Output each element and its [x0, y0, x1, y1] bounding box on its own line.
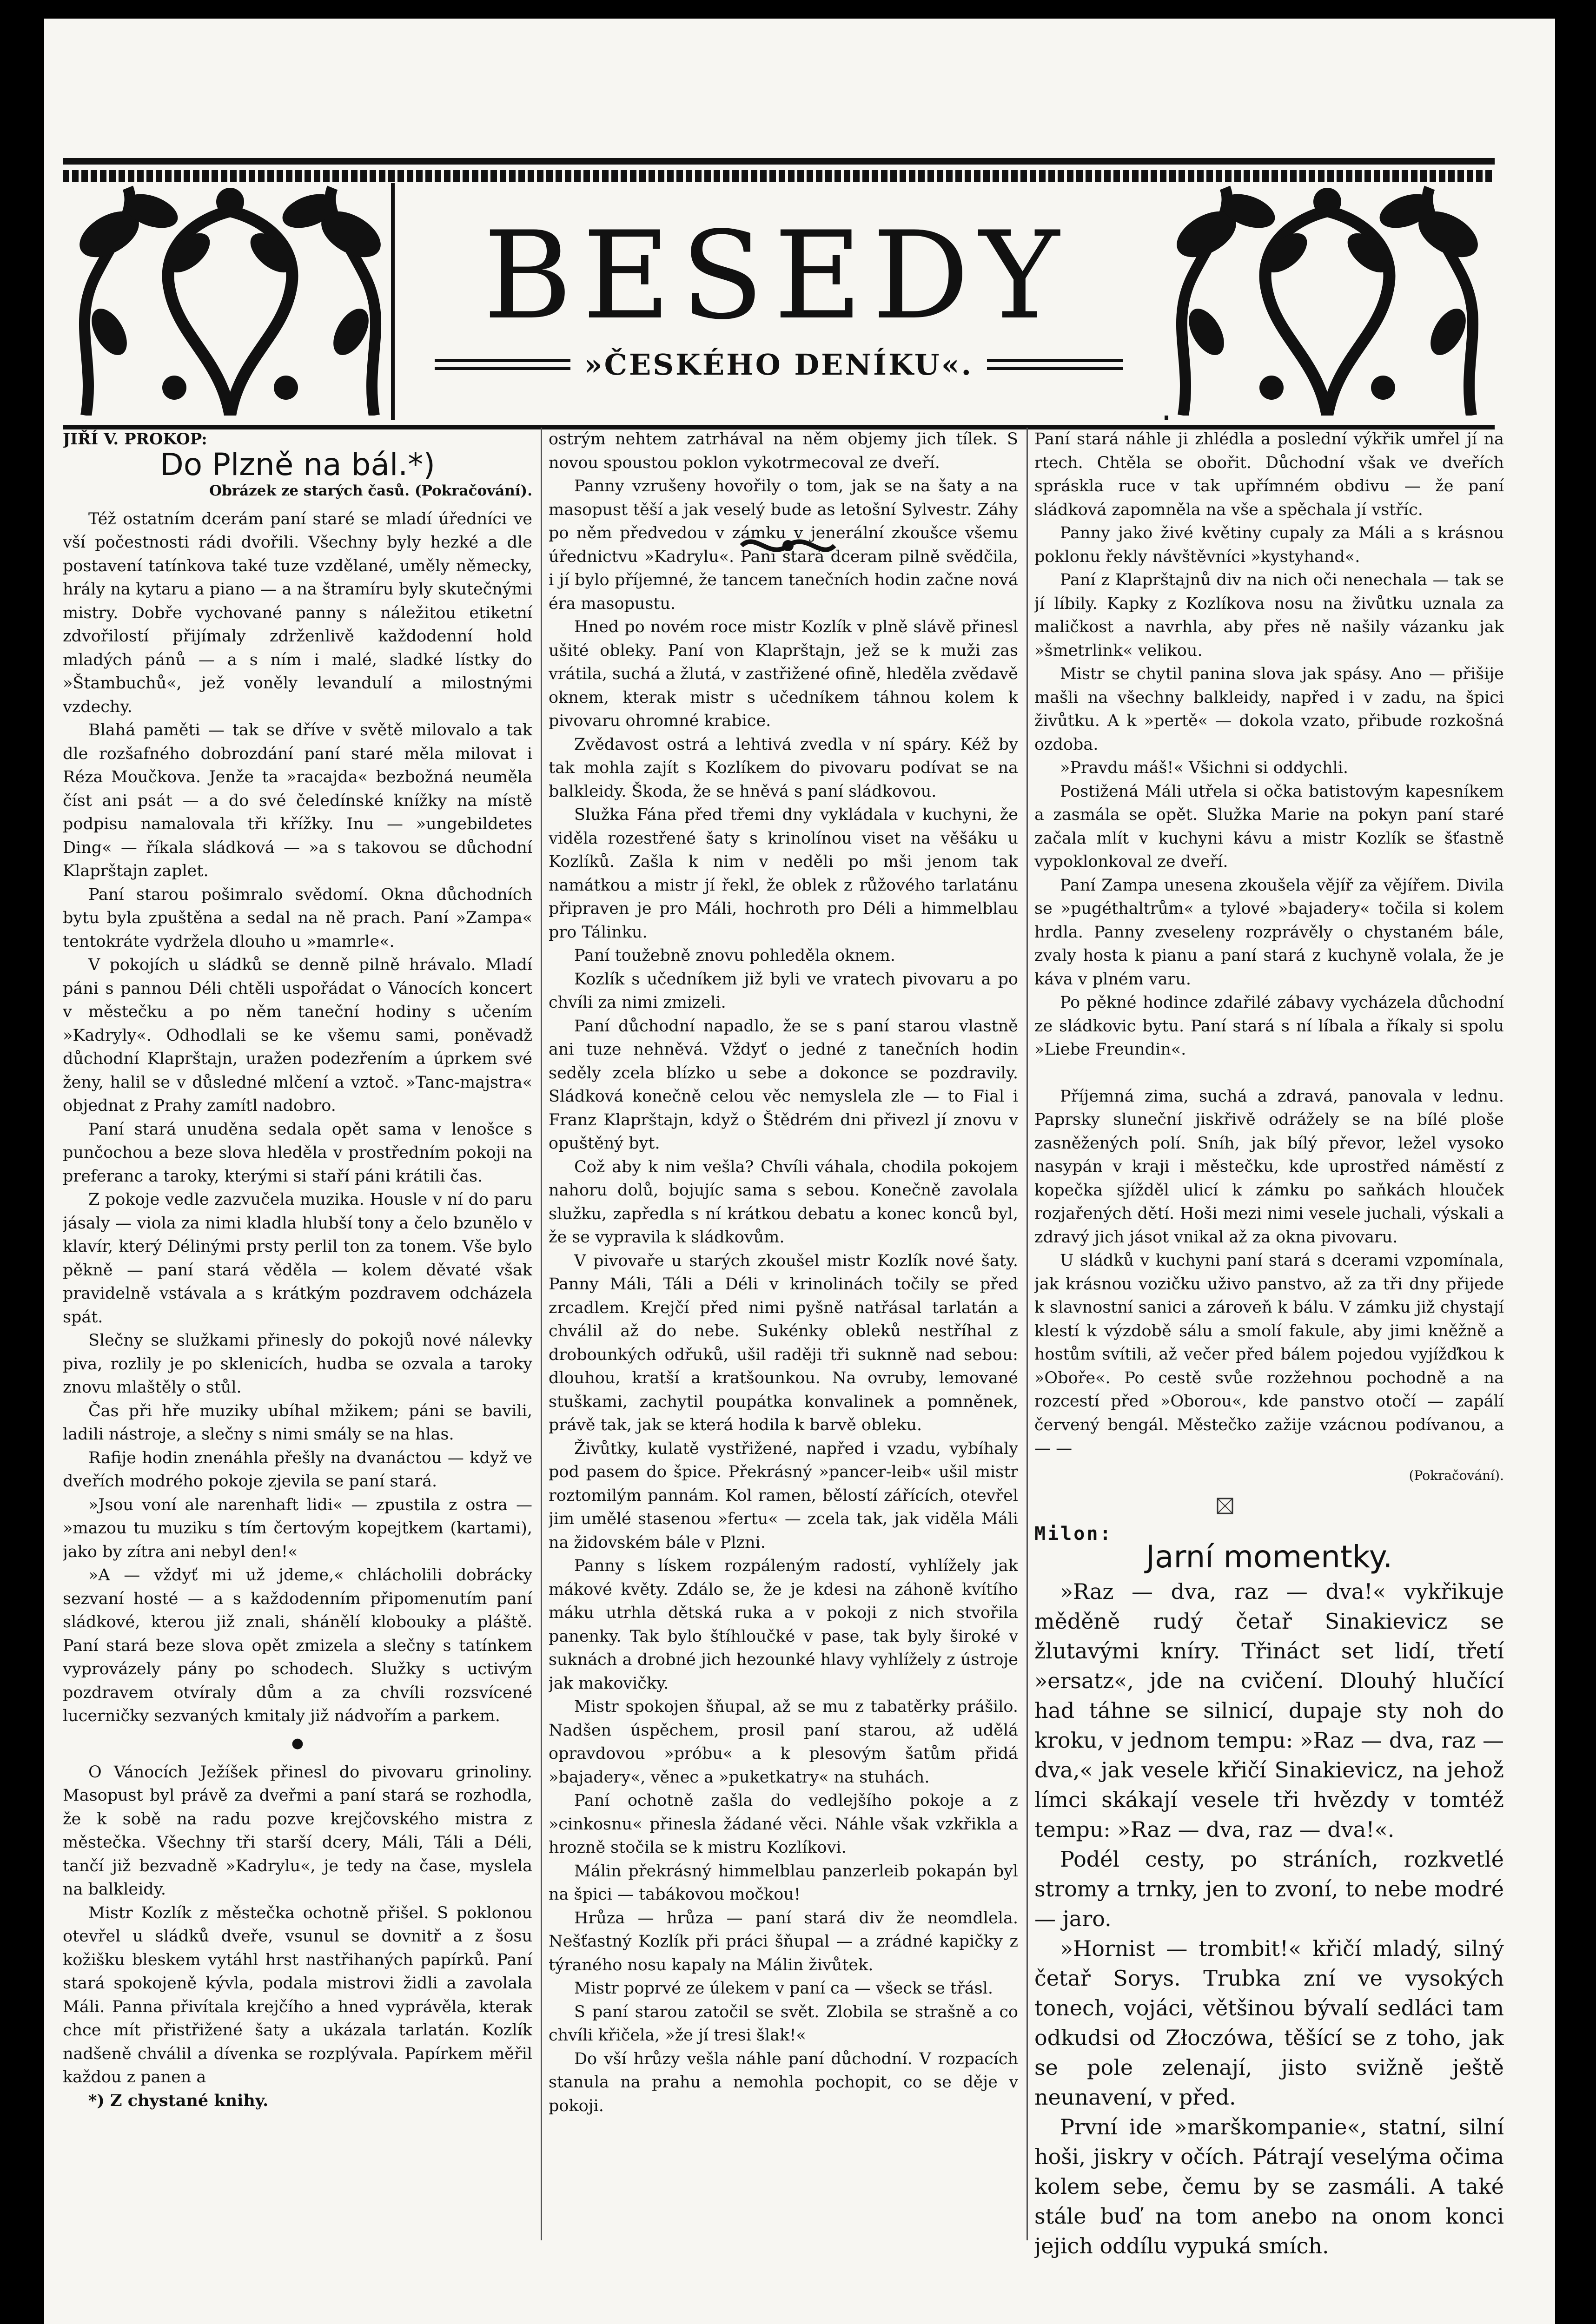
- story-author: Milon:: [1034, 1523, 1113, 1545]
- paragraph: »Jsou voní ale narenhaft lidi« — zpustila z ostra — »mazou tu muziku s tím čertovým kopejtkem (kartami), jako by zítra ani nebyl den!«: [63, 1495, 532, 1561]
- paragraph: Paní důchodní napadlo, že se s paní starou vlastně ani tuze nehněvá. Vždyť o jedné z tanečních hodin seděly zcela blízko u sebe a dokonce se pozdravily. Sládková konečně celou věc nemyslela zle — to Fial i Franz Klaprštajn, když o Štědrém dni přivezl jí znovu v opuštěný byt.: [549, 1017, 1018, 1153]
- newspaper-page: [44, 19, 1555, 2324]
- paragraph: Hned po novém roce mistr Kozlík v plně slávě přinesl ušité obleky. Paní von Klaprštajn, jež se k muži zas vrátila, suchá a žlutá, v zastřižené ofině, hleděla zvědavě oknem, kterak mistr s učedníkem táhnou kolem k pivovaru ohromné krabice.: [549, 618, 1018, 730]
- paragraph: Paní starou pošimralo svědomí. Okna důchodních bytu byla zpuštěna a sedal na ně prach. Paní »Zampa« tentokráte vydržela dlouho u »mamrle«.: [63, 885, 532, 951]
- paragraph: Panny vzrušeny hovořily o tom, jak se na šaty a na masopust těší a jak veselý bude as letošní Sylvestr. Záhy po něm předvedou v zámku v jenerální zkoušce všemu úřednictvu »Kadrylu«. Paní stará dceram pilně svědčila, i jí bylo příjemné, že tancem tanečních hodin začne nová éra masopustu.: [549, 477, 1018, 613]
- paragraph: »Hornist — trombit!« křičí mladý, silný četař Sorys. Trubka zní ve vysokých tonech, vojáci, většinou bývalí sedláci tam odkudsi od Złoczówa, těšící se z toho, jak se pole zelenají, jisto svižně ještě neunavení, v před.: [1034, 1935, 1504, 2110]
- paragraph: Mistr Kozlík z městečka ochotně přišel. S poklonou otevřel u sládků dveře, vsunul se dovnitř a z šosu kožišku bleskem vytáhl hrst nastřihaných papírků. Paní stará spokojeně kývla, podala mistrovi židli a zavolala Máli. Panna přivítala krejčího a hned vyprávěla, kterak chce mít přistřižené šaty a ukázala tarlatán. Kozlík nadšeně chválil a dívenka se rozplývala. Papírkem měřil každou z panen a: [63, 1903, 532, 2086]
- paragraph: Z pokoje vedle zazvučela muzika. Housle v ní do paru jásaly — viola za nimi kladla hlubší tony a čelo bzunělo v klavír, který Délinými prsty perlil ton za tonem. Vše bylo pěkně — paní stará věděla — kolem děvaté však pravidelně vstávala a s krátkým pozdravem odcházela spát.: [63, 1190, 532, 1327]
- paragraph: »Raz — dva, raz — dva!« vykřikuje měděně rudý četař Sinakievicz se žlutavými kníry. Třináct set lidí, třetí »ersatz«, jde na cvičení. Dlouhý hlučící had táhne se silnicí, dupaje sty noh do kroku, v jednom tempu: »Raz — dva, raz — dva,« jak vesele křičí Sinakievicz, na jehož límci skákají vesele tři hvězdy v tomtéž tempu: »Raz — dva, raz — dva!«.: [1034, 1578, 1504, 1842]
- paragraph: Paní z Klaprštajnů div na nich oči nenechala — tak se jí líbily. Kapky z Kozlíkova nosu na živůtku uznala za maličkost a navrhla, aby přes ně našily vázanku jak »šmetrlink« velikou.: [1034, 571, 1504, 660]
- column-1: [63, 428, 532, 2315]
- paragraph: V pokojích u sládků se denně pilně hrávalo. Mladí páni s pannou Déli chtěli uspořádat o Vánocích koncert v městečku a po něm taneční hodiny s učením »Kadryly«. Odhodlali se ke všemu sami, poněvadž důchodní Klaprštajn, uražen podezřením a úprkem své ženy, halil se v důsledné mlčení a vztoč. »Tanc-majstra« objednat z Prahy zamítl nadobro.: [63, 956, 532, 1115]
- paragraph: Kozlík s učedníkem již byli ve vratech pivovaru a po chvíli za nimi zmizeli.: [549, 970, 1018, 1012]
- paragraph: Paní stará náhle ji zhlédla a poslední výkřik umřel jí na rtech. Chtěla se obořit. Důchodní však ve dveřích spráskla ruce v tak upřímném obdivu — že paní sládková zapomněla na vše a spěchala jí vstříc.: [1034, 430, 1504, 519]
- column-3: [1034, 428, 1504, 2315]
- footnote: *) Z chystané knihy.: [88, 2091, 269, 2110]
- paragraph: Rafije hodin znenáhla přešly na dvanáctou — když ve dveřích modrého pokoje zjevila se paní stará.: [63, 1448, 532, 1491]
- story-body: [1034, 1577, 1504, 2261]
- continued-note: (Pokračování).: [1409, 1467, 1504, 1483]
- paragraph: Mistr se chytil panina slova jak spásy. Ano — přišije mašli na všechny balkleidy, napřed i v zadu, na špici živůtku. A k »pertě« — dokola vzato, přibude rozkošná ozdoba.: [1034, 665, 1504, 754]
- paragraph: Paní ochotně zašla do vedlejšího pokoje a z »cinkosnu« přinesla žádané věci. Náhle však vzkřikla a hrozně stočila se k mistru Kozlíkovi.: [549, 1791, 1018, 1857]
- column-rule: [541, 428, 542, 2240]
- paragraph: Panny jako živé květiny cupaly za Máli a s krásnou poklonu řekly návštěvníci »kystyhand«.: [1034, 524, 1504, 566]
- paragraph: První ide »marškompanie«, statní, silní hoši, jiskry v očích. Pátrají veselýma očima kolem sebe, čemu by se zasmáli. A také stále buď na tom anebo na onom konci jejich oddílu vypuká smích.: [1034, 2114, 1504, 2258]
- paragraph: »A — vždyť mi už jdeme,« chlácholili dobrácky sezvaní hosté — a s každodenním připomenutím paní sládkové, kterou již znali, shánělí klobouky a pláště. Paní stará beze slova opět zmizela a slečny s tatínkem vyprovázely pány po schodech. Služky s uctivým pozdravem otvíraly dům a za chvíli rozsvícené lucerničky sezvaných kmitaly již nádvořím a parkem.: [63, 1566, 532, 1725]
- paragraph: Málin překrásný himmelblau panzerleib pokapán byl na špici — tabákovou močkou!: [549, 1862, 1018, 1904]
- paragraph: Paní toužebně znovu pohleděla oknem.: [574, 946, 895, 965]
- paragraph: O Vánocích Ježíšek přinesl do pivovaru grinoliny. Masopust byl právě za dveřmi a paní stará se rozhodla, že k sobě na radu pozve krejčovského mistra z městečka. Všechny tři starší dcery, Máli, Táli a Déli, tančí již bezvadně »Kadrylu«, je tedy na čase, myslela na balkleidy.: [63, 1763, 532, 1899]
- paragraph: Zvědavost ostrá a lehtivá zvedla v ní spáry. Kéž by tak mohla zajít s Kozlíkem do pivovaru podívat se na balkleidy. Škoda, že se hněvá s paní sládkovou.: [549, 735, 1018, 801]
- paragraph: Panny s lískem rozpáleným radostí, vyhlížely jak mákové květy. Zdálo se, že je kdesi na záhoně kvítího máku utrhla dětská ruka a v pokoji z nich stvořila panenky. Tak bylo štíhloučké v pase, tak byly široké v suknách a drobné jich hezounké hlavy vyhlížely z ústroje jak makovičky.: [549, 1557, 1018, 1693]
- paragraph: Slečny se služkami přinesly do pokojů nové nálevky piva, rozlily je po sklenicích, hudba se ozvala a taroky znovu mlaštěly o stůl.: [63, 1331, 532, 1397]
- story-title: Do Plzně na bál.*): [159, 446, 436, 482]
- masthead: [63, 158, 1495, 429]
- story-author: JIŘÍ V. PROKOP:: [63, 430, 207, 449]
- story-subtitle: Obrázek ze starých časů. (Pokračování).: [209, 482, 532, 499]
- paragraph: ostrým nehtem zatrhával na něm objemy jich tílek. S novou spoustou poklon vykotrmecoval ze dveří.: [549, 430, 1018, 472]
- paragraph: U sládků v kuchyni paní stará s dcerami vzpomínala, jak krásnou vozičku uživo panstvo, až za tři dny přijede k slavnostní sanici a zároveň k bálu. V zámku již chystají klestí k výzdobě sálu a smolí fakule, aby jimi kněžně a hostům svítili, až večer před bálem pojedou vyjížďkou k »Oboře«. Po cestě svůe rozžehnou pochodně a na rozcestí před »Oborou«, kde panstvo otočí — zapálí červený bengál. Městečko zažije vzácnou podívanou, a — —: [1034, 1251, 1504, 1458]
- masthead-subtitle-row: [435, 343, 1123, 385]
- column-2: [549, 428, 1018, 2315]
- masthead-title: BESEDY: [483, 206, 1070, 346]
- paragraph: V pivovaře u starých zkoušel mistr Kozlík nové šaty. Panny Máli, Táli a Déli v krinolinách točily se před zrcadlem. Krejčí před nimi pyšně natřásal tarlatán a chválil až do nebe. Sukénky obleků nestříhal z drobounkých odřuků, ušil raději tři suknně nad sebou: dlouhou, kratší a kratšounkou. Na ovruby, lemované stuškami, zachytil poupátka konvalinek a pomněnek, právě tak, jak se která hodila k barvě obleku.: [549, 1251, 1018, 1434]
- paragraph: Blahá paměti — tak se dříve v světě milovalo a tak dle rozšafného dobrozdání paní staré měla milovat i Réza Moučkova. Jenže ta »racajda« bezbožná neuměla číst ani psát — a do své čeledínské knížky na místě podpisu namalovala tři křížky. Inu — »ungebildetes Ding« — říkala sládková — »a s takovou se důchodní Klaprštajn zaplet.: [63, 721, 532, 880]
- paragraph: Postižená Máli utřela si očka batistovým kapesníkem a zasmála se opět. Služka Marie na pokyn paní staré začala mlít v kuchyni kávu a mistr Kozlík se šťastně vypoklonkoval ze dveří.: [1034, 782, 1504, 871]
- floral-ornament-icon: [1165, 183, 1490, 416]
- paragraph: Hrůza — hrůza — paní stará div že neomdlela. Nešťastný Kozlík při práci šňupal — a zrádné kapičky z týraného nosu kapaly na Málin živůtek.: [549, 1908, 1018, 1974]
- image-placeholder-icon: [1216, 1497, 1504, 1522]
- masthead-divider: [391, 183, 395, 420]
- paragraph: »Pravdu máš!« Všichni si oddychli.: [1060, 759, 1349, 777]
- paragraph: Do vší hrůzy vešla náhle paní důchodní. V rozpacích stanula na prahu a nemohla pochopit, co se děje v pokoji.: [549, 2049, 1018, 2115]
- double-rule: [987, 359, 1123, 370]
- paragraph: Mistr spokojen šňupal, až se mu z tabatěrky prášilo. Nadšen úspěchem, prosil paní starou, až udělá opravdovou »próbu« a k plesovým šatům přidá »bajadery«, věnec a »puketkatry« na stuhách.: [549, 1697, 1018, 1787]
- paragraph: Mistr poprvé ze úlekem v paní ca — všeck se třásl.: [574, 1979, 993, 1998]
- paragraph: Po pěkné hodince zdařilé zábavy vycházela důchodní ze sládkovic bytu. Paní stará s ní líbala a říkaly si spolu »Liebe Freundin«.: [1034, 993, 1504, 1059]
- masthead-subtitle: »ČESKÉHO DENÍKU«.: [584, 347, 973, 382]
- paragraph: Paní stará unuděna sedala opět sama v lenošce s punčochou a beze slova hleděla v prostředním pokoji na preferanc a taroky, kterými si staří páni krátili čas.: [63, 1120, 532, 1186]
- double-rule: [435, 359, 570, 370]
- floral-ornament-icon: [67, 183, 393, 416]
- paragraph: Což aby k nim vešla? Chvíli váhala, chodila pokojem nahoru dolů, bojujíc sama s sebou. Konečně zavolala služku, zapředla s ní krátkou debatu a konec konců byl, že se vypravila k sládkovům.: [549, 1157, 1018, 1247]
- paragraph: Živůtky, kulatě vystřižené, napřed i vzadu, vybíhaly pod pasem do špice. Překrásný »pancer-leib« ušil mistr roztomilým pannám. Kol ramen, bělostí zářících, otevřel jim umělé stasenou »fertu« — zcela tak, jak viděla Máli na židovském bále v Plzni.: [549, 1439, 1018, 1552]
- paragraph: Služka Fána před třemi dny vykládala v kuchyni, že viděla rozestřené šaty s krinolínou viset na věšáku u Kozlíků. Zašla k nim v neděli po mši jenom tak namátkou a mistr jí řekl, že oblek z růžového tarlatánu připraven je pro Máli, hochroth pro Déli a himmelblau pro Tálinku.: [549, 805, 1018, 942]
- paragraph: Podél cesty, po stráních, rozkvetlé stromy a trnky, jen to zvoní, to nebe modré — jaro.: [1034, 1846, 1504, 1931]
- masthead-border: [63, 170, 1495, 182]
- spacer: [1034, 1062, 1504, 1085]
- section-dot: ●: [291, 1735, 304, 1751]
- paragraph: Příjemná zima, suchá a zdravá, panovala v lednu. Paprsky sluneční jiskřivě odrážely se na bílé ploše zasněžených polí. Sníh, jak bílý převor, ležel vysoko nasypán v kraji i městečku, kde uprostřed náměstí z kopečka sjížděl ulicí k zámku po saňkách hlouček rozjařených dětí. Hoši mezi nimi vesele juchali, výskali a zdravý jich jásot vnikal až za okna pivovaru.: [1034, 1087, 1504, 1247]
- paragraph: Též ostatním dcerám paní staré se mladí úředníci ve vší počestnosti rádi dvořili. Všechny byly hezké a dle postavení tatínkova také tuze vzdělané, uměly německy, hrály na kytaru a piano — a na štramíru byly skutečnými mistry. Dobře vychované panny s náležitou etiketní zdvořilostí přijímaly zdrženlivě každodenní hold mladých pánů — a s ním i malé, sladké lístky do »Štambuchů«, jež voněly levandulí a milostnými vzdechy.: [63, 509, 532, 716]
- paragraph: Čas při hře muziky ubíhal mžikem; páni se bavili, ladili nástroje, a slečny s nimi smály se na hlas.: [63, 1401, 532, 1444]
- paragraph: S paní starou zatočil se svět. Zlobila se strašně a co chvíli křičela, »že jí tresi šlak!«: [549, 2002, 1018, 2045]
- paragraph: Paní Zampa unesena zkoušela vějíř za vějířem. Divila se »pugéthaltrům« a tylové »bajadery« točila si kolem hrdla. Panny zveseleny rozprávěly o chystaném bále, zvaly hosta k pianu a paní stará z kuchyně volala, že je káva v plném varu.: [1034, 876, 1504, 989]
- story-title: Jarní momentky.: [1146, 1539, 1393, 1575]
- column-rule: [1026, 428, 1028, 2240]
